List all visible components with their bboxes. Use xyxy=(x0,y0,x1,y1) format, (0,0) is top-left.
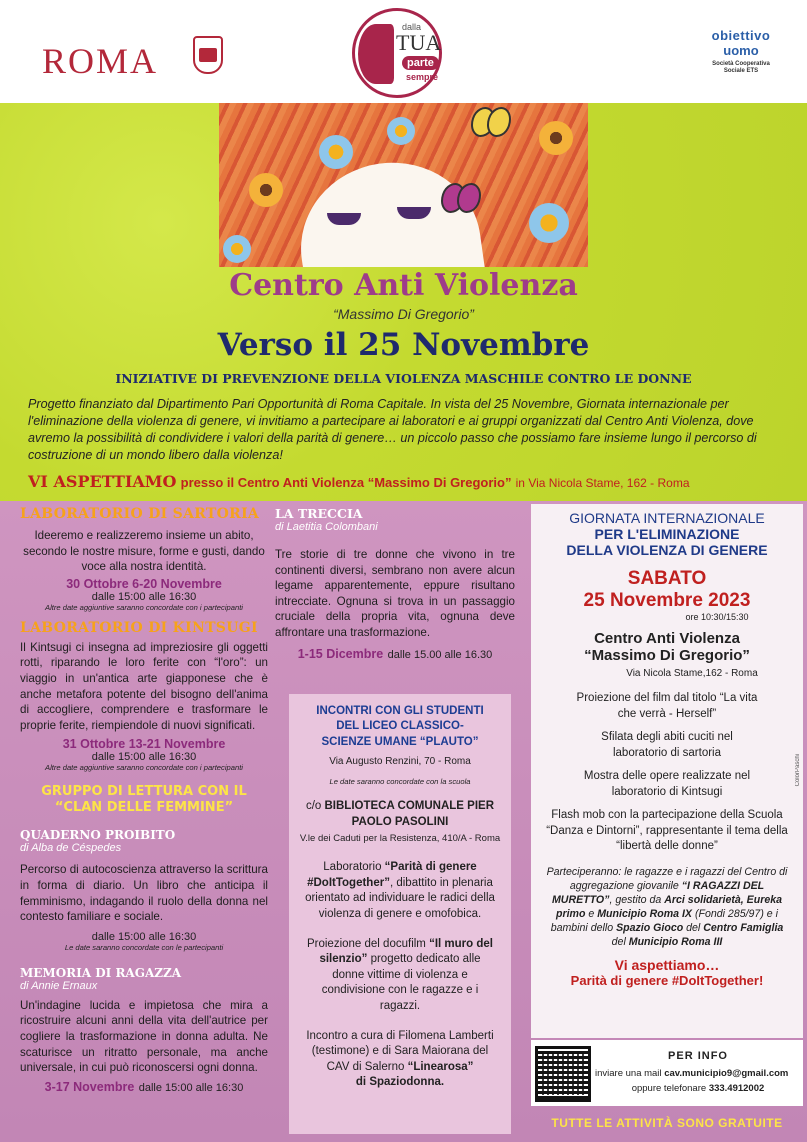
info-mail-line xyxy=(595,1068,801,1079)
flower-icon xyxy=(249,173,283,207)
incontro-org2: di Spaziodonna. xyxy=(355,1076,445,1089)
sartoria-dates: 30 Ottobre 6-20 Novembre xyxy=(66,576,222,591)
logo-sempre: sempre xyxy=(406,72,439,82)
treccia-schedule xyxy=(275,645,515,663)
sartoria-note: Altre date aggiuntive saranno concordate con i partecipanti xyxy=(45,602,243,612)
event-item-3: Mostra delle opere realizzate nel laboratorio di Kintsugi xyxy=(583,770,751,798)
logo-tua: TUA xyxy=(396,30,442,55)
purple-butterfly-icon xyxy=(441,183,481,209)
memoria-author: di Annie Ernaux xyxy=(20,979,98,992)
roma-logo-text: ROMA xyxy=(42,41,159,81)
header xyxy=(0,0,807,103)
tel-pre: oppure telefonare xyxy=(631,1083,707,1094)
incontro-org: “Linearosa” xyxy=(407,1060,474,1073)
invite-big: VI ASPETTIAMO xyxy=(28,472,177,491)
kintsugi-note: Altre date aggiuntive saranno concordate con i partecipanti xyxy=(45,763,243,773)
film-pre: Proiezione del docufilm xyxy=(306,937,426,950)
column-middle xyxy=(275,506,515,663)
invite-address: in Via Nicola Stame, 162 - Roma xyxy=(515,476,690,490)
info-box xyxy=(531,1040,803,1106)
incontri-box xyxy=(289,694,511,1134)
memoria-schedule xyxy=(20,1078,268,1096)
treccia-time: dalle 15.00 alle 16.30 xyxy=(387,648,493,661)
logo-dalla: dalla xyxy=(402,22,422,32)
mail-pre: inviare una mail xyxy=(595,1068,662,1079)
obiettivo-uomo-logo xyxy=(706,28,776,75)
flower-icon xyxy=(223,235,251,263)
colorpaschi-credit: ColorPaschi xyxy=(795,754,801,787)
lab-title: “Parità di genere #DoItTogether” xyxy=(307,861,477,889)
memoria-title: MEMORIA DI RAGAZZA xyxy=(20,965,182,980)
roma-crest-icon xyxy=(193,36,223,74)
biblio-block xyxy=(297,799,503,830)
incontri-address: Via Augusto Renzini, 70 - Roma xyxy=(329,756,471,768)
event-item-1: Proiezione del film dal titolo “La vita che verrà - Herself” xyxy=(576,692,758,720)
free-activities-banner: TUTTE LE ATTIVITÀ SONO GRATUITE xyxy=(551,1116,783,1130)
municipio-iii: Municipio Roma III xyxy=(628,935,723,948)
tagline: INIZIATIVE DI PREVENZIONE DELLA VIOLENZA MASCHILE CONTRO LE DONNE xyxy=(115,371,692,386)
e: e xyxy=(588,907,595,920)
treccia-title: LA TRECCIA xyxy=(275,506,363,521)
centro-famiglia: Centro Famiglia xyxy=(703,921,784,934)
kintsugi-dates: 31 Ottobre 13-21 Novembre xyxy=(62,737,226,752)
treccia-author: di Laetitia Colombani xyxy=(275,521,378,533)
vi-aspettiamo: Vi aspettiamo… xyxy=(614,956,720,973)
yellow-butterfly-icon xyxy=(471,107,511,133)
invite-mid: presso il Centro Anti Violenza “Massimo Di Gregorio” xyxy=(180,475,512,490)
column-left xyxy=(20,506,268,1096)
giornata-box xyxy=(531,504,803,1038)
event-hours: ore 10:30/15:30 xyxy=(685,612,749,622)
partecipanti-2: , gestito da xyxy=(609,893,662,906)
biblio-address: V.le dei Caduti per la Resistenza, 410/A - Roma xyxy=(299,832,501,844)
flower-icon xyxy=(387,117,415,145)
lab-pre: Laboratorio xyxy=(323,861,382,874)
memoria-time: dalle 15:00 alle 16:30 xyxy=(138,1081,244,1094)
giornata-line1: GIORNATA INTERNAZIONALE xyxy=(569,510,765,526)
flower-icon xyxy=(539,121,573,155)
obiettivo-line1: obiettivo xyxy=(711,28,771,43)
quaderno-body: Percorso di autocoscienza attraverso la scrittura in forma di diario. Un libro che anticipa il femminismo, indagando il ruolo della donna nel contesto familiare e sociale. xyxy=(20,863,268,924)
treccia-body: Tre storie di tre donne che vivono in tre continenti diversi, sembrano non avere alcun legame apparentemente, eppure risultano intrecciate. Ognuna si trova in un passaggio cruciale della propria vita, ognuna deve affrontare una trasformazione. xyxy=(275,548,515,639)
film-title: “Il muro del silenzio” xyxy=(319,937,493,966)
kintsugi-title: LABORATORIO DI KINTSUGI xyxy=(20,619,258,636)
parita-slogan: Parità di genere #DoItTogether! xyxy=(570,972,764,988)
centro-subtitle: “Massimo Di Gregorio” xyxy=(333,306,474,322)
incontro-paragraph xyxy=(303,1029,497,1091)
centro-title: Centro Anti Violenza xyxy=(229,268,578,303)
event-place2: “Massimo Di Gregorio” xyxy=(584,647,750,664)
flower-icon xyxy=(319,135,353,169)
woman-profile-icon xyxy=(358,24,394,84)
event-address: Via Nicola Stame,162 - Roma xyxy=(626,668,758,679)
lab-paragraph xyxy=(303,860,497,922)
quaderno-title: QUADERNO PROIBITO xyxy=(20,828,176,843)
fondi: (Fondi 285/97) e i bambini dello xyxy=(550,907,778,934)
hero-illustration xyxy=(219,103,588,267)
kintsugi-time: dalle 15:00 alle 16:30 xyxy=(91,751,197,764)
quaderno-note: Le date saranno concordate con le partecipanti xyxy=(64,942,224,952)
event-day: SABATO xyxy=(627,568,707,589)
quaderno-author: di Alba de Céspedes xyxy=(20,842,122,855)
partecipanti-paragraph xyxy=(543,865,791,949)
obiettivo-subtitle: Società Cooperativa Sociale ETS xyxy=(712,61,770,74)
memoria-body: Un'indagine lucida e impietosa che mira a ricostruire alcuni anni della vita dell'autrice per cogliere la trasformazione in donna adulta. Ne scaturisce un ritratto personale, ma anche universale, in cui può riconoscersi ogni donna. xyxy=(20,998,268,1075)
lettura-title-2: “CLAN DELLE FEMMINE” xyxy=(54,800,234,816)
sartoria-title: LABORATORIO DI SARTORIA xyxy=(20,506,260,522)
obiettivo-line2: uomo xyxy=(723,43,759,58)
incontri-title: INCONTRI CON GLI STUDENTI DEL LICEO CLASSICO-SCIENZE UMANE “PLAUTO” xyxy=(316,705,484,748)
del: del xyxy=(686,921,701,934)
sartoria-body: Ideeremo e realizzeremo insieme un abito, secondo le nostre misure, forme e gusti, dando voce alla nostra identità. xyxy=(23,529,265,574)
film-paragraph xyxy=(303,937,497,1015)
event-place1: Centro Anti Violenza xyxy=(594,630,740,647)
intro-paragraph: Progetto finanziato dal Dipartimento Pari Opportunità di Roma Capitale. In vista del 25 Novembre, Giornata internazionale per l'eliminazione della violenza di genere, vi invitiamo a partecipare ai laboratori e ai gruppi organizzati dal Centro Anti Violenza, dove avremo la possibilità di condividere i valori della parità di genere… un piccolo passo che possiamo fare insieme lungo il percorso di costruzione di un mondo libero dalla violenza! xyxy=(28,397,757,462)
mail-link[interactable]: cav.municipio9@gmail.com xyxy=(664,1068,789,1079)
headline: Verso il 25 Novembre xyxy=(217,327,590,363)
kintsugi-body: Il Kintsugi ci insegna ad impreziosire gli oggetti rotti, riparando le loro ferite con “l'oro”: un viaggio in un'antica arte giapponese che è anche metafora potente del bisogno dell'anima di accogliere, comprendere e trasformare le proprie ferite, riempiendole di nuovi significati. xyxy=(20,640,268,732)
tel-link[interactable]: 333.4912002 xyxy=(708,1083,765,1094)
qr-code-icon[interactable] xyxy=(535,1046,591,1102)
logo-parte: parte xyxy=(402,56,439,70)
event-item-4: Flash mob con la partecipazione della Scuola “Danza e Dintorni”, rappresentante il tema della “libertà delle donne” xyxy=(546,809,788,852)
quaderno-time: dalle 15:00 alle 16:30 xyxy=(91,930,197,943)
partecipanti-1: Parteciperanno: le ragazze e i ragazzi del Centro di aggregazione giovanile xyxy=(546,865,788,892)
municipio-ix: Municipio Roma IX xyxy=(597,907,692,920)
info-tel-line xyxy=(595,1083,801,1094)
film-body: progetto dedicato alle donne vittime di violenza e condivisione con le ragazze e i ragazzi. xyxy=(321,953,481,1012)
lettura-title-1: GRUPPO DI LETTURA CON IL xyxy=(41,784,247,800)
treccia-dates: 1-15 Dicembre xyxy=(297,646,384,661)
lab-body: , dibattito in plenaria orientato ad individuare le radici della violenza di genere e omofobica. xyxy=(305,876,495,920)
invite-line xyxy=(28,472,798,491)
flower-icon xyxy=(529,203,569,243)
biblio-name: BIBLIOTECA COMUNALE PIER PAOLO PASOLINI xyxy=(324,800,495,828)
dalla-tua-parte-logo xyxy=(352,8,456,100)
info-title: PER INFO xyxy=(668,1050,728,1062)
partecipanti-bold: “I RAGAZZI DEL MURETTO” xyxy=(551,879,765,906)
sartoria-time: dalle 15:00 alle 16:30 xyxy=(91,590,197,603)
memoria-dates: 3-17 Novembre xyxy=(44,1079,135,1094)
arci: Arci solidarietà, Eureka primo xyxy=(555,893,783,920)
giornata-line3: DELLA VIOLENZA DI GENERE xyxy=(566,542,768,558)
incontri-note: Le date saranno concordate con la scuola xyxy=(329,776,471,786)
spazio-gioco: Spazio Gioco xyxy=(616,921,684,934)
del2: del xyxy=(611,935,626,948)
biblio-pre: c/o xyxy=(305,800,322,813)
event-date: 25 Novembre 2023 xyxy=(583,590,751,611)
incontro-body: Incontro a cura di Filomena Lamberti (testimone) e di Sara Maiorana del CAV di Salerno xyxy=(306,1029,494,1073)
giornata-line2: PER L'ELIMINAZIONE xyxy=(594,526,740,542)
event-item-2: Sfilata degli abiti cuciti nel laboratorio di sartoria xyxy=(601,731,733,759)
